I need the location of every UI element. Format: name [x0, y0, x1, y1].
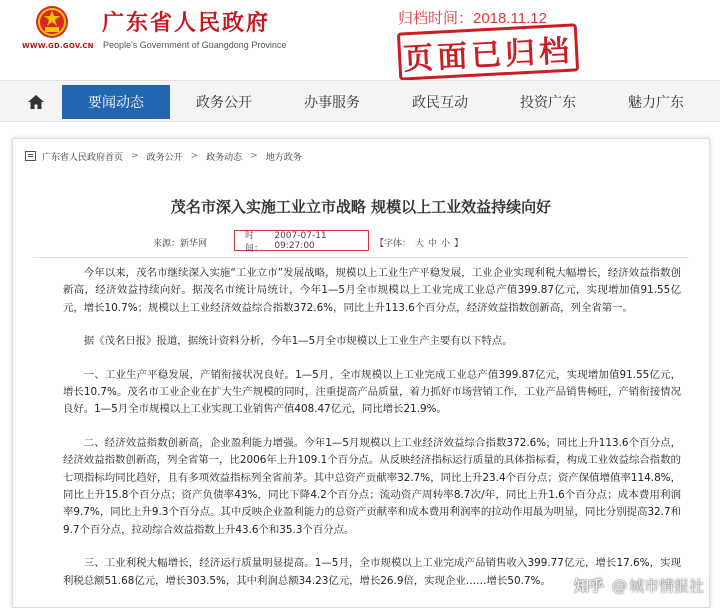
article-panel [12, 138, 710, 608]
article-paragraph: 据《茂名日报》报道，据统计资料分析，今年1—5月全市规模以上工业生产主要有以下特点。 [83, 335, 513, 348]
breadcrumb [25, 149, 302, 163]
font-size-selector [375, 236, 467, 249]
breadcrumb-item-home[interactable]: 广东省人民政府首页 [42, 152, 124, 163]
archive-stamp [397, 23, 579, 80]
article-source [153, 236, 207, 249]
watermark-logo: 知乎 [573, 577, 604, 595]
watermark-at: @ [611, 576, 627, 595]
nav-item-charm[interactable]: 魅力广东 [628, 95, 684, 111]
font-size-end: 】 [454, 239, 464, 249]
watermark-handle: 城市情报社 [628, 577, 704, 595]
time-label: 时间： [245, 230, 264, 254]
national-emblem-icon [35, 5, 69, 39]
nav-item-services[interactable]: 办事服务 [304, 95, 360, 111]
font-size-large[interactable]: 大 [415, 239, 425, 249]
article-body [63, 265, 681, 606]
site-url[interactable]: WWW.GD.GOV.CN [22, 42, 94, 50]
article-title: 茂名市深入实施工业立市战略 规模以上工业效益持续向好 [170, 198, 552, 216]
font-size-small[interactable]: 小 [441, 239, 451, 249]
source-value: 新华网 [180, 239, 208, 249]
archive-stamp-text: 页面已归档 [402, 33, 574, 78]
font-size-label: 【字体： [375, 239, 412, 249]
site-header [0, 0, 720, 80]
archive-time: 归档时间：2018.11.12 [398, 10, 547, 27]
article-time [234, 230, 369, 254]
nav-item-government-affairs[interactable]: 政务公开 [196, 95, 252, 111]
main-nav [0, 80, 720, 122]
article-paragraph: 今年以来，茂名市继续深入实施“工业立市”发展战略，规模以上工业生产平稳发展，工业企业实现利税大幅增长，经济效益指数创新高，经济效益持续向好。据茂名市统计局统计，今年1—5月全市规模以上工业完成工业总产值399.87亿元，实现增加值91.55亿元，增长10.7%；规模以上工业经济效益综合指数372.6%，同比上升113.6个百分点，经济效益指数创新高，列全省第一。 [63, 267, 681, 314]
breadcrumb-item-gov-affairs[interactable]: 政务公开 [146, 152, 183, 163]
breadcrumb-separator: > [131, 151, 139, 161]
time-value: 2007-07-11 09:27:00 [274, 230, 327, 251]
nav-home[interactable] [16, 85, 56, 119]
breadcrumb-separator: > [190, 151, 199, 161]
breadcrumb-separator: > [250, 151, 258, 161]
nav-item-news[interactable]: 要闻动态 [62, 85, 170, 119]
source-label: 来源： [153, 239, 181, 249]
nav-item-interaction[interactable]: 政民互动 [412, 95, 468, 111]
home-icon [28, 95, 44, 110]
nav-item-investment[interactable]: 投资广东 [520, 95, 576, 111]
font-size-medium[interactable]: 中 [428, 239, 438, 249]
article-paragraph: 一、工业生产平稳发展，产销衔接状况良好。1—5月，全市规模以上工业完成工业总产值399.87亿元，实现增加值91.55亿元，增长10.7%。茂名市工业企业在扩大生产规模的同时，注重提高产品质量，着力抓好市场营销工作，工业产品销售畅旺，产销衔接情况良好。1—5月全市规模以上工业实现工业销售产值408.47亿元，同比增长21.9%。 [63, 368, 681, 416]
article-paragraph: 二、经济效益指数创新高，企业盈利能力增强。今年1—5月规模以上工业经济效益综合指数372.6%，同比上升113.6个百分点，经济效益指数创新高，列全省第一，比2006年上升109.1个百分点。从反映经济指标运行质量的具体指标看，构成工业效益综合指数的七项指标均同比趋好，且有多项效益指标列全省前茅。其中总资产贡献率32.7%，同比上升23.4个百分点；资产保值增值率114.8%，同比上升15.8个百分点；资产负债率43%，同比下降4.2个百分点；流动资产周转率8.7次/年，同比上升1.6个百分点；成本费用利润率9.7%，同比上升9.3个百分点。其中反映企业盈利能力的总资产贡献率和成本费用利润率的拉动作用最为明显，同比分别提高32.7和9.7个百分点，拉动综合效益指数上升43.6个和35.3个百分点。 [63, 436, 681, 536]
site-title[interactable]: 广东省人民政府 [102, 10, 271, 36]
breadcrumb-item-gov-news[interactable]: 政务动态 [206, 152, 243, 163]
breadcrumb-item-local[interactable]: 地方政务 [265, 152, 302, 163]
location-icon [25, 151, 36, 161]
article-paragraph: 三、工业利税大幅增长，经济运行质量明显提高。1—5月，全市规模以上工业完成产品销售收入399.77亿元，增长17.6%，实现利税总额51.68亿元，增长303.5%，其中利润总额34.23亿元，增长26.9倍，实现企业……增长50.7%。 [63, 557, 681, 587]
article-meta [13, 230, 709, 252]
divider [33, 257, 689, 258]
zhihu-watermark [574, 575, 704, 596]
site-subtitle: People's Government of Guangdong Province [103, 40, 287, 50]
